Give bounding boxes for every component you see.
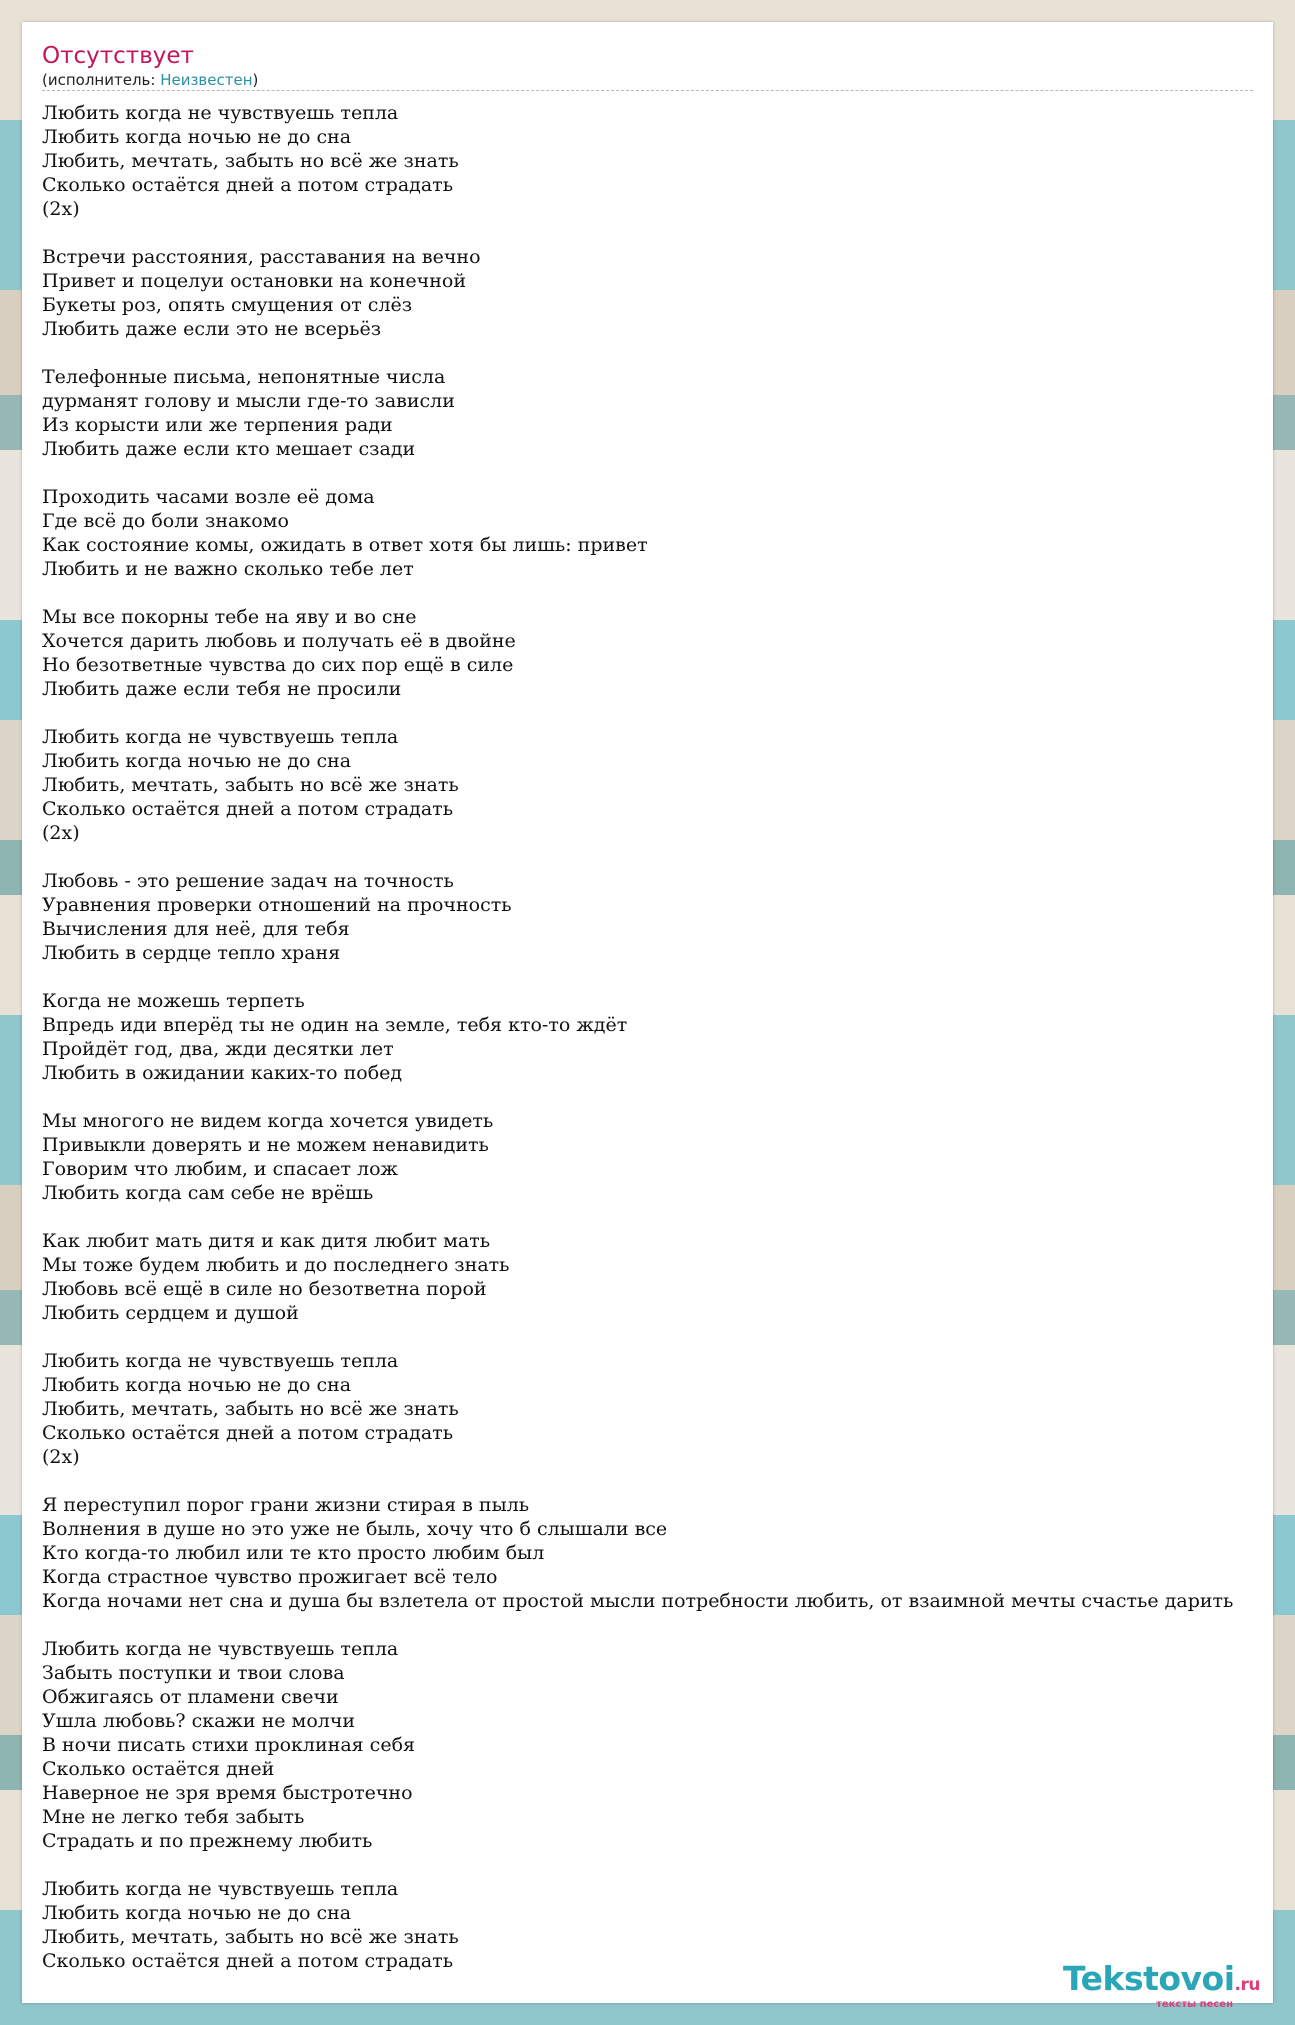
performer-line — [42, 71, 1253, 91]
performer-link[interactable]: Неизвестен — [160, 71, 253, 89]
performer-prefix: (исполнитель: — [42, 71, 161, 89]
site-logo[interactable] — [1063, 1961, 1273, 2010]
logo-tagline: тексты песен — [1156, 1999, 1233, 2010]
logo-wordmark — [1063, 1961, 1273, 2003]
performer-suffix: ) — [252, 71, 259, 89]
logo-name: Tekstovoi — [1063, 1959, 1235, 1998]
song-lyrics: Любить когда не чувствуешь тепла Любить когда ночью не до сна Любить, мечтать, забыть но всё же знать Сколько остаётся дней а потом страдать (2x) Встречи расстояния, расставания на вечно Привет и поцелуи остановки на конечной Букеты роз, опять смущения от слёз Любить даже если это не всерьёз Телефонные письма, непонятные числа дурманят голову и мысли где-то зависли Из корысти или же терпения ради Любить даже если кто мешает сзади Проходить часами возле её дома Где всё до боли знакомо Как состояние комы, ожидать в ответ хотя бы лишь: привет Любить и не важно сколько тебе лет Мы все покорны тебе на яву и во сне Хочется дарить любовь и получать её в двойне Но безответные чувства до сих пор ещё в силе Любить даже если тебя не просили Любить когда не чувствуешь тепла Любить когда ночью не до сна Любить, мечтать, забыть но всё же знать Сколько остаётся дней а потом страдать (2x) Любовь - это решение задач на точность Уравнения проверки отношений на прочность Вычисления для неё, для тебя Любить в сердце тепло храня Когда не можешь терпеть Впредь иди вперёд ты не один на земле, тебя кто-то ждёт Пройдёт год, два, жди десятки лет Любить в ожидании каких-то побед Мы многого не видем когда хочется увидеть Привыкли доверять и не можем ненавидить Говорим что любим, и спасает лож Любить когда сам себе не врёшь Как любит мать дитя и как дитя любит мать Мы тоже будем любить и до последнего знать Любовь всё ещё в силе но безответна порой Любить сердцем и душой Любить когда не чувствуешь тепла Любить когда ночью не до сна Любить, мечтать, забыть но всё же знать Сколько остаётся дней а потом страдать (2x) Я переступил порог грани жизни стирая в пыль Волнения в душе но это уже не быль, хочу что б слышали все Кто когда-то любил или те кто просто любим был Когда страстное чувство прожигает всё тело Когда ночами нет сна и душа бы взлетела от простой мысли потребности любить, от взаимной мечты счастье дарить Любить когда не чувствуешь тепла Забыть поступки и твои слова Обжигаясь от пламени свечи Ушла любовь? скажи не молчи В ночи писать стихи проклиная себя Сколько остаётся дней Наверное не зря время быстротечно Мне не легко тебя забыть Страдать и по прежнему любить Любить когда не чувствуешь тепла Любить когда ночью не до сна Любить, мечтать, забыть но всё же знать Сколько остаётся дней а потом страдать — [42, 102, 1234, 1972]
song-title: Отсутствует — [42, 43, 194, 69]
lyrics-page — [22, 22, 1273, 2010]
logo-tld: .ru — [1234, 1975, 1260, 1995]
song-header — [42, 41, 1253, 91]
